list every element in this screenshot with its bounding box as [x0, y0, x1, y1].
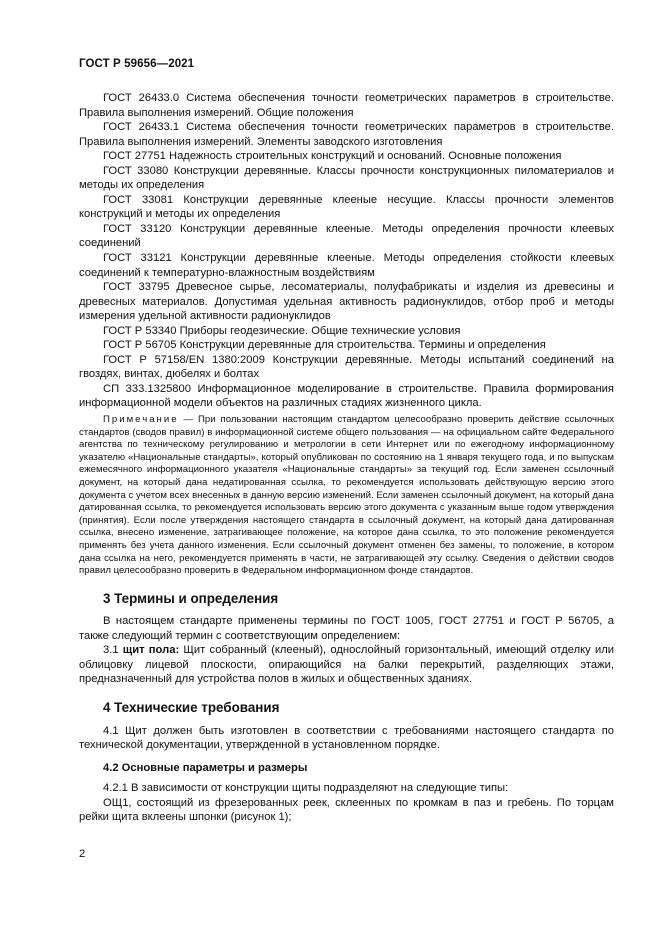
- reference-item: ГОСТ Р 56705 Конструкции деревянные для строительства. Термины и определения: [103, 339, 546, 352]
- term-number: 3.1: [103, 644, 123, 657]
- term-text: Щит собранный (клееный), однослойный горизонтальный, имеющий отделку или облицовку лицевой плоскости, опирающийся на балки перекрытий, разделяющих этажи, предназначенный для устройства полов в жилых и общественных зданиях.: [79, 644, 614, 686]
- reference-item: ГОСТ 26433.1 Система обеспечения точности геометрических параметров в строительстве. Правила выполнения измерений. Элементы заводского изготовления: [79, 121, 614, 148]
- type-osh1-paragraph: ОЩ1, состоящий из фрезерованных реек, склеенных по кромкам в паз и гребень. По торцам рейки щита вклеены шпонки (рисунок 1);: [79, 796, 614, 824]
- subsection-4-2-heading: 4.2 Основные параметры и размеры: [103, 761, 308, 774]
- reference-item: ГОСТ Р 53340 Приборы геодезические. Общие технические условия: [103, 324, 461, 337]
- page-header-title: ГОСТ Р 59656—2021: [79, 58, 195, 70]
- reference-item: ГОСТ 33121 Конструкции деревянные клееные. Методы определения стойкости клеевых соединений к температурно-влажностным воздействиям: [79, 252, 614, 279]
- section-3-heading: 3 Термины и определения: [103, 590, 279, 606]
- reference-item: ГОСТ 26433.0 Система обеспечения точности геометрических параметров в строительстве. Правила выполнения измерений. Общие положения: [79, 92, 614, 119]
- term-definition: [79, 643, 614, 687]
- reference-item: ГОСТ 33795 Древесное сырье, лесоматериалы, полуфабрикаты и изделия из древесины и древесных материалов. Допустимая удельная активность радионуклидов, отбор проб и методы измерения удельной активности радионуклидов: [79, 281, 614, 323]
- term-name: щит пола:: [122, 644, 180, 657]
- clause-4-2-1: 4.2.1 В зависимости от конструкции щиты подразделяют на следующие типы:: [103, 782, 509, 795]
- reference-item: ГОСТ 33120 Конструкции деревянные клееные. Методы определения прочности клеевых соединений: [79, 222, 614, 250]
- reference-item: ГОСТ 33080 Конструкции деревянные. Классы прочности конструкционных пиломатериалов и методы их определения: [79, 164, 614, 192]
- reference-item: ГОСТ 27751 Надежность строительных конструкций и оснований. Основные положения: [103, 150, 562, 163]
- reference-item: ГОСТ 33081 Конструкции деревянные клееные несущие. Классы прочности элементов конструкций и методы их определения: [79, 193, 614, 221]
- note-label: Примечание: [103, 414, 179, 426]
- reference-item: ГОСТ Р 57158/EN 1380:2009 Конструкции деревянные. Методы испытаний соединений на гвоздях, винтах, дюбелях и болтах: [79, 353, 614, 381]
- reference-item: СП 333.1325800 Информационное моделирование в строительстве. Правила формирования информационной модели объектов на различных стадиях жизненного цикла.: [79, 382, 614, 410]
- page-number: 2: [79, 848, 86, 860]
- section-3-intro: В настоящем стандарте применены термины по ГОСТ 1005, ГОСТ 27751 и ГОСТ Р 56705, а также следующий термин с соответствующим определением:: [79, 615, 614, 642]
- document-body: [79, 91, 614, 825]
- note-text: — При пользовании настоящим стандартом целесообразно проверить действие ссылочных стандартов (сводов правил) в информационной системе общего пользования — на официальном сайте Федерального агентства по техническому регулированию и метрологии в сети Интернет или по ежегодному информационному указателю «Национальные стандарты», который опубликован по состоянию на 1 января текущего года, и по выпускам ежемесячного информационного указателя «Национальные стандарты» за текущий год. Если заменен ссылочный документ, на который дана недатированная ссылка, то рекомендуется использовать действующую версию этого документа с учетом всех внесенных в данную версию изменений. Если заменен ссылочный документ, на который дана датированная ссылка, то рекомендуется использовать версию этого документа с указанным выше годом утверждения (принятия). Если после утверждения настоящего стандарта в ссылочный документ, на который дана датированная ссылка, внесено изменение, затрагивающее положение, на которое дана ссылка, то это положение рекомендуется применять без учета данного изменения. Если ссылочный документ отменен без замены, то положение, в котором дана ссылка на него, рекомендуется применять в части, не затрагивающей эту ссылку. Сведения о действии сводов правил целесообразно проверить в Федеральном информационном фонде стандартов.: [79, 414, 614, 577]
- note-block: [79, 414, 614, 578]
- section-4-heading: 4 Технические требования: [103, 700, 280, 716]
- clause-4-1: 4.1 Щит должен быть изготовлен в соответствии с требованиями настоящего стандарта по технической документации, утвержденной в установленном порядке.: [79, 724, 614, 752]
